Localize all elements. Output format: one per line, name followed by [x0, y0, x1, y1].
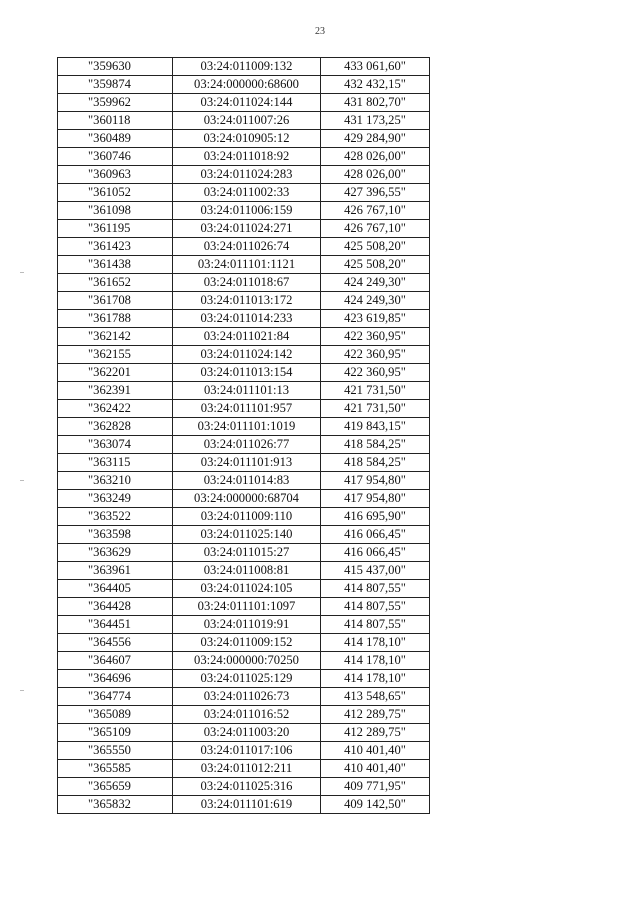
amount-cell: 414 178,10": [321, 634, 430, 652]
cadastral-number-cell: 03:24:011006:159: [173, 202, 321, 220]
registry-number-cell: "364607: [58, 652, 173, 670]
table-row: [58, 562, 430, 580]
cadastral-number-cell: 03:24:011101:619: [173, 796, 321, 814]
registry-number-cell: "363074: [58, 436, 173, 454]
registry-number-cell: "365550: [58, 742, 173, 760]
table-row: [58, 292, 430, 310]
registry-number-cell: "362422: [58, 400, 173, 418]
amount-cell: 426 767,10": [321, 202, 430, 220]
registry-number-cell: "364405: [58, 580, 173, 598]
amount-cell: 429 284,90": [321, 130, 430, 148]
registry-number-cell: "361098: [58, 202, 173, 220]
table-row: [58, 742, 430, 760]
cadastral-number-cell: 03:24:010905:12: [173, 130, 321, 148]
cadastral-number-cell: 03:24:011009:152: [173, 634, 321, 652]
registry-number-cell: "365832: [58, 796, 173, 814]
cadastral-number-cell: 03:24:011003:20: [173, 724, 321, 742]
table-row: [58, 760, 430, 778]
table-row: [58, 400, 430, 418]
amount-cell: 425 508,20": [321, 238, 430, 256]
cadastral-number-cell: 03:24:000000:68600: [173, 76, 321, 94]
amount-cell: 417 954,80": [321, 490, 430, 508]
table-row: [58, 220, 430, 238]
cadastral-number-cell: 03:24:011101:913: [173, 454, 321, 472]
registry-number-cell: "362828: [58, 418, 173, 436]
table-row: [58, 472, 430, 490]
amount-cell: 422 360,95": [321, 346, 430, 364]
amount-cell: 412 289,75": [321, 706, 430, 724]
amount-cell: 433 061,60": [321, 58, 430, 76]
amount-cell: 415 437,00": [321, 562, 430, 580]
registry-number-cell: "360963: [58, 166, 173, 184]
registry-number-cell: "359630: [58, 58, 173, 76]
amount-cell: 409 771,95": [321, 778, 430, 796]
cadastral-number-cell: 03:24:000000:70250: [173, 652, 321, 670]
amount-cell: 428 026,00": [321, 148, 430, 166]
table-row: [58, 238, 430, 256]
registry-number-cell: "364556: [58, 634, 173, 652]
cadastral-number-cell: 03:24:011009:132: [173, 58, 321, 76]
cadastral-number-cell: 03:24:011024:142: [173, 346, 321, 364]
cadastral-number-cell: 03:24:011015:27: [173, 544, 321, 562]
registry-number-cell: "365585: [58, 760, 173, 778]
registry-number-cell: "364696: [58, 670, 173, 688]
cadastral-number-cell: 03:24:011025:129: [173, 670, 321, 688]
registry-number-cell: "361423: [58, 238, 173, 256]
cadastral-number-cell: 03:24:011013:154: [173, 364, 321, 382]
registry-number-cell: "364451: [58, 616, 173, 634]
table-row: [58, 490, 430, 508]
registry-number-cell: "362155: [58, 346, 173, 364]
table-row: [58, 364, 430, 382]
table-row: [58, 688, 430, 706]
table-row: [58, 778, 430, 796]
amount-cell: 416 066,45": [321, 544, 430, 562]
table-row: [58, 112, 430, 130]
amount-cell: 414 807,55": [321, 598, 430, 616]
cadastral-number-cell: 03:24:000000:68704: [173, 490, 321, 508]
amount-cell: 416 066,45": [321, 526, 430, 544]
table-row: [58, 166, 430, 184]
table-row: [58, 76, 430, 94]
registry-number-cell: "363115: [58, 454, 173, 472]
registry-number-cell: "363210: [58, 472, 173, 490]
amount-cell: 423 619,85": [321, 310, 430, 328]
table-row: [58, 544, 430, 562]
amount-cell: 422 360,95": [321, 328, 430, 346]
table-row: [58, 328, 430, 346]
cadastral-number-cell: 03:24:011025:140: [173, 526, 321, 544]
amount-cell: 424 249,30": [321, 292, 430, 310]
amount-cell: 414 807,55": [321, 580, 430, 598]
table-row: [58, 724, 430, 742]
registry-number-cell: "363598: [58, 526, 173, 544]
table-row: [58, 148, 430, 166]
table-row: [58, 382, 430, 400]
registry-number-cell: "362391: [58, 382, 173, 400]
cadastral-number-cell: 03:24:011024:283: [173, 166, 321, 184]
margin-mark: [20, 690, 24, 691]
registry-number-cell: "363522: [58, 508, 173, 526]
amount-cell: 426 767,10": [321, 220, 430, 238]
amount-cell: 421 731,50": [321, 382, 430, 400]
table-row: [58, 652, 430, 670]
cadastral-number-cell: 03:24:011101:1097: [173, 598, 321, 616]
cadastral-number-cell: 03:24:011018:92: [173, 148, 321, 166]
table-row: [58, 796, 430, 814]
registry-number-cell: "360746: [58, 148, 173, 166]
table-row: [58, 274, 430, 292]
cadastral-number-cell: 03:24:011101:957: [173, 400, 321, 418]
table-row: [58, 598, 430, 616]
cadastral-number-cell: 03:24:011026:73: [173, 688, 321, 706]
table-row: [58, 58, 430, 76]
cadastral-number-cell: 03:24:011016:52: [173, 706, 321, 724]
table-row: [58, 202, 430, 220]
margin-mark: [20, 480, 24, 481]
cadastral-number-cell: 03:24:011014:233: [173, 310, 321, 328]
amount-cell: 414 178,10": [321, 670, 430, 688]
table-row: [58, 310, 430, 328]
registry-number-cell: "361195: [58, 220, 173, 238]
table-row: [58, 706, 430, 724]
registry-number-cell: "362142: [58, 328, 173, 346]
cadastral-number-cell: 03:24:011012:211: [173, 760, 321, 778]
amount-cell: 427 396,55": [321, 184, 430, 202]
cadastral-number-cell: 03:24:011026:74: [173, 238, 321, 256]
registry-number-cell: "361708: [58, 292, 173, 310]
registry-number-cell: "365659: [58, 778, 173, 796]
table-row: [58, 526, 430, 544]
registry-number-cell: "365109: [58, 724, 173, 742]
cadastral-number-cell: 03:24:011019:91: [173, 616, 321, 634]
cadastral-number-cell: 03:24:011009:110: [173, 508, 321, 526]
cadastral-number-cell: 03:24:011008:81: [173, 562, 321, 580]
registry-number-cell: "364774: [58, 688, 173, 706]
cadastral-number-cell: 03:24:011021:84: [173, 328, 321, 346]
table-row: [58, 580, 430, 598]
amount-cell: 410 401,40": [321, 760, 430, 778]
registry-number-cell: "361438: [58, 256, 173, 274]
cadastral-number-cell: 03:24:011024:271: [173, 220, 321, 238]
amount-cell: 414 178,10": [321, 652, 430, 670]
registry-number-cell: "361652: [58, 274, 173, 292]
registry-table: [57, 57, 430, 814]
registry-number-cell: "363629: [58, 544, 173, 562]
table-row: [58, 616, 430, 634]
amount-cell: 431 802,70": [321, 94, 430, 112]
registry-number-cell: "361788: [58, 310, 173, 328]
registry-number-cell: "359962: [58, 94, 173, 112]
amount-cell: 432 432,15": [321, 76, 430, 94]
registry-number-cell: "359874: [58, 76, 173, 94]
table-row: [58, 670, 430, 688]
amount-cell: 414 807,55": [321, 616, 430, 634]
table-row: [58, 418, 430, 436]
amount-cell: 416 695,90": [321, 508, 430, 526]
table-row: [58, 346, 430, 364]
amount-cell: 431 173,25": [321, 112, 430, 130]
amount-cell: 417 954,80": [321, 472, 430, 490]
cadastral-number-cell: 03:24:011013:172: [173, 292, 321, 310]
registry-number-cell: "361052: [58, 184, 173, 202]
registry-number-cell: "360118: [58, 112, 173, 130]
cadastral-number-cell: 03:24:011014:83: [173, 472, 321, 490]
amount-cell: 409 142,50": [321, 796, 430, 814]
cadastral-number-cell: 03:24:011017:106: [173, 742, 321, 760]
registry-number-cell: "362201: [58, 364, 173, 382]
amount-cell: 425 508,20": [321, 256, 430, 274]
registry-number-cell: "363961: [58, 562, 173, 580]
cadastral-number-cell: 03:24:011024:144: [173, 94, 321, 112]
table-row: [58, 130, 430, 148]
cadastral-number-cell: 03:24:011101:1121: [173, 256, 321, 274]
amount-cell: 428 026,00": [321, 166, 430, 184]
amount-cell: 412 289,75": [321, 724, 430, 742]
page-number: 23: [315, 26, 325, 37]
table-row: [58, 256, 430, 274]
table-row: [58, 634, 430, 652]
registry-number-cell: "360489: [58, 130, 173, 148]
table-row: [58, 184, 430, 202]
cadastral-number-cell: 03:24:011026:77: [173, 436, 321, 454]
cadastral-number-cell: 03:24:011025:316: [173, 778, 321, 796]
amount-cell: 413 548,65": [321, 688, 430, 706]
amount-cell: 421 731,50": [321, 400, 430, 418]
table-row: [58, 94, 430, 112]
cadastral-number-cell: 03:24:011002:33: [173, 184, 321, 202]
amount-cell: 424 249,30": [321, 274, 430, 292]
cadastral-number-cell: 03:24:011024:105: [173, 580, 321, 598]
amount-cell: 419 843,15": [321, 418, 430, 436]
registry-number-cell: "365089: [58, 706, 173, 724]
amount-cell: 410 401,40": [321, 742, 430, 760]
registry-number-cell: "364428: [58, 598, 173, 616]
cadastral-number-cell: 03:24:011101:13: [173, 382, 321, 400]
cadastral-number-cell: 03:24:011007:26: [173, 112, 321, 130]
registry-number-cell: "363249: [58, 490, 173, 508]
amount-cell: 422 360,95": [321, 364, 430, 382]
cadastral-number-cell: 03:24:011101:1019: [173, 418, 321, 436]
margin-mark: [20, 272, 24, 273]
table-row: [58, 454, 430, 472]
registry-table-body: [58, 58, 430, 814]
amount-cell: 418 584,25": [321, 436, 430, 454]
cadastral-number-cell: 03:24:011018:67: [173, 274, 321, 292]
table-row: [58, 508, 430, 526]
amount-cell: 418 584,25": [321, 454, 430, 472]
table-row: [58, 436, 430, 454]
